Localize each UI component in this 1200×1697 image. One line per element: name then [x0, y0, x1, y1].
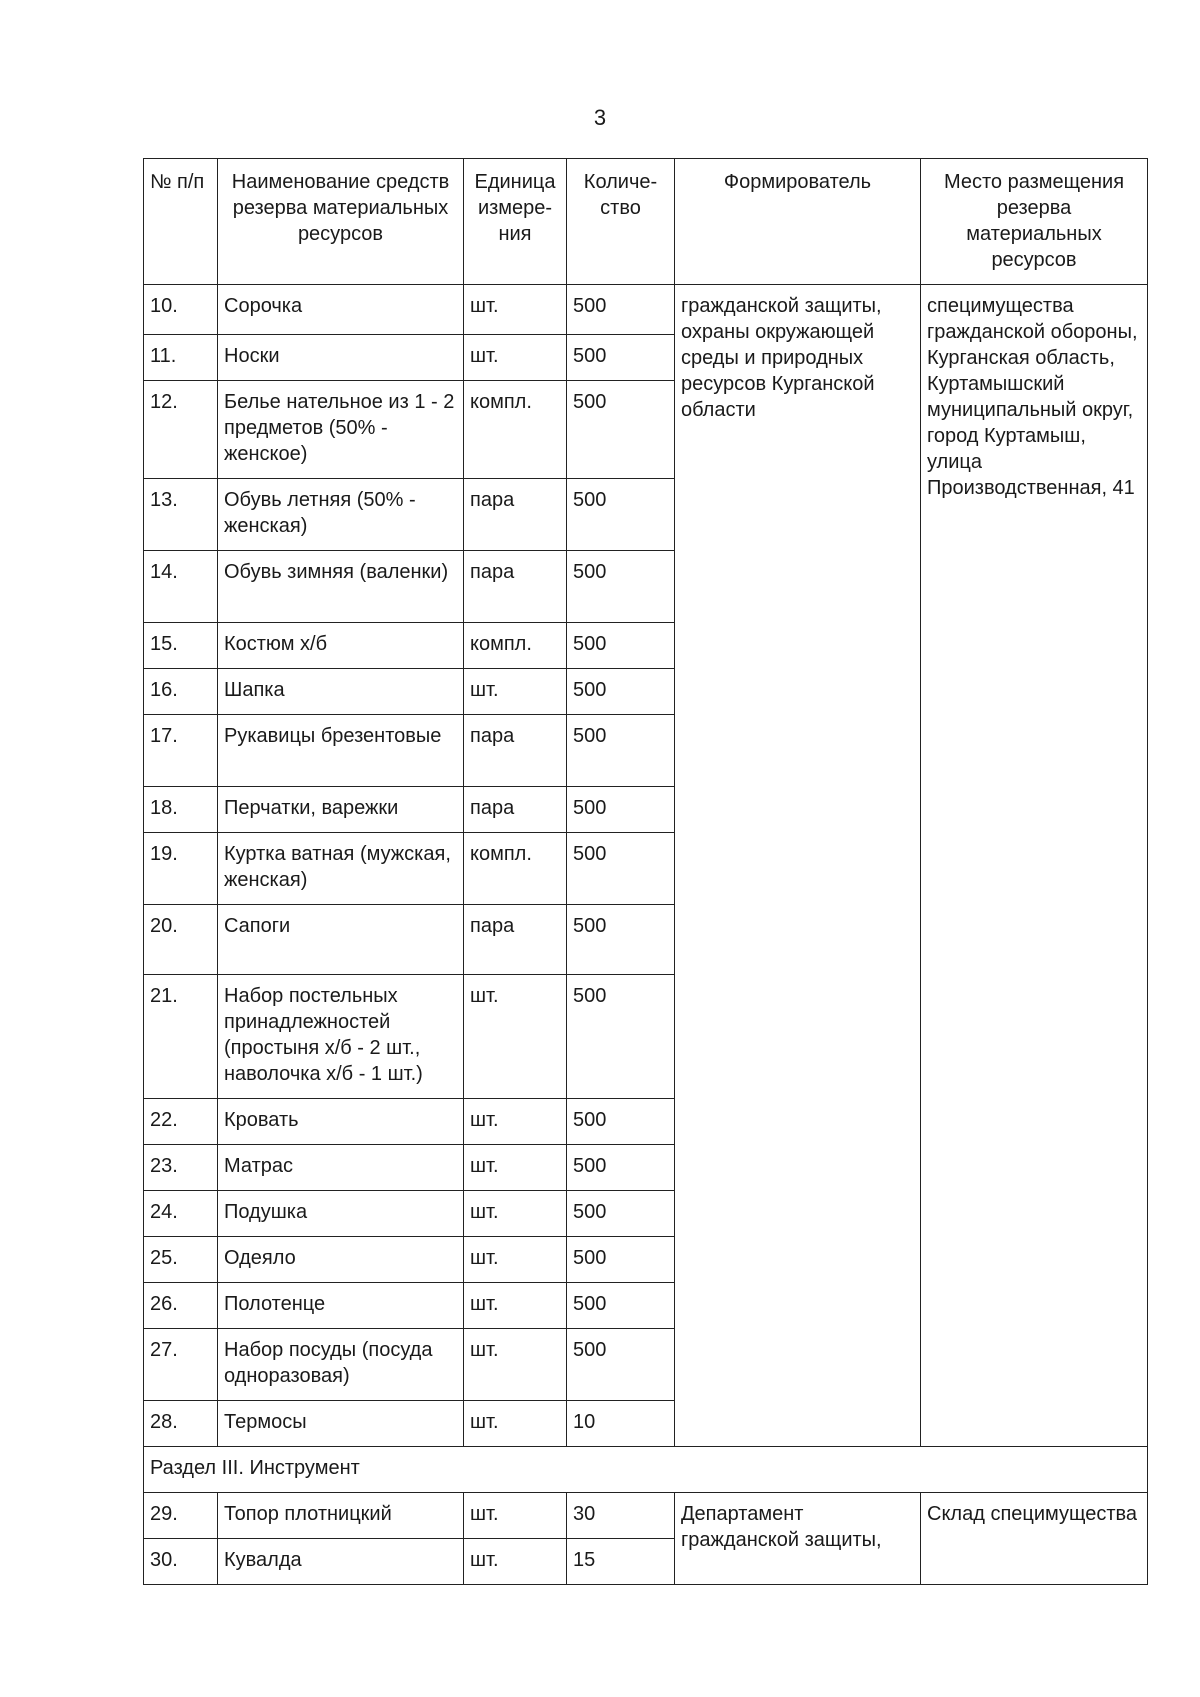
row-num: 26. — [144, 1283, 218, 1329]
section-row — [144, 1447, 1148, 1493]
section-title: Раздел III. Инструмент — [144, 1447, 1148, 1493]
row-qty: 500 — [567, 1191, 675, 1237]
row-name: Сапоги — [218, 905, 464, 975]
row-name: Куртка ватная (мужская, женская) — [218, 833, 464, 905]
row-num: 24. — [144, 1191, 218, 1237]
row-num: 28. — [144, 1401, 218, 1447]
row-num: 19. — [144, 833, 218, 905]
row-qty: 500 — [567, 1099, 675, 1145]
header-num: № п/п — [144, 159, 218, 285]
row-unit: шт. — [464, 975, 567, 1099]
row-qty: 30 — [567, 1493, 675, 1539]
row-num: 14. — [144, 551, 218, 623]
row-name: Матрас — [218, 1145, 464, 1191]
row-name: Шапка — [218, 669, 464, 715]
row-unit: компл. — [464, 623, 567, 669]
row-qty: 500 — [567, 1237, 675, 1283]
row-qty: 500 — [567, 715, 675, 787]
row-num: 13. — [144, 479, 218, 551]
row-name: Белье нательное из 1 - 2 предметов (50% - женское) — [218, 381, 464, 479]
reserve-table — [143, 158, 1148, 1585]
row-name: Костюм х/б — [218, 623, 464, 669]
row-num: 12. — [144, 381, 218, 479]
row-qty: 500 — [567, 285, 675, 335]
row-name: Набор постельных принадлежностей (простыня х/б - 2 шт., наволочка х/б - 1 шт.) — [218, 975, 464, 1099]
row-qty: 500 — [567, 1145, 675, 1191]
row-qty: 500 — [567, 479, 675, 551]
row-name: Кувалда — [218, 1539, 464, 1585]
row-qty: 500 — [567, 1283, 675, 1329]
row-unit: компл. — [464, 833, 567, 905]
row-unit: шт. — [464, 335, 567, 381]
row-num: 22. — [144, 1099, 218, 1145]
row-num: 10. — [144, 285, 218, 335]
row-num: 11. — [144, 335, 218, 381]
row-qty: 500 — [567, 381, 675, 479]
row-qty: 10 — [567, 1401, 675, 1447]
header-name: Наименование средств резерва материальных ресурсов — [218, 159, 464, 285]
row-name: Термосы — [218, 1401, 464, 1447]
row-name: Обувь летняя (50% - женская) — [218, 479, 464, 551]
row-num: 23. — [144, 1145, 218, 1191]
row-qty: 500 — [567, 335, 675, 381]
former-cell: Департамент гражданской защиты, — [675, 1493, 921, 1585]
row-unit: пара — [464, 479, 567, 551]
row-unit: шт. — [464, 1145, 567, 1191]
place-cell: Склад специмущества — [921, 1493, 1148, 1585]
row-qty: 500 — [567, 551, 675, 623]
row-num: 30. — [144, 1539, 218, 1585]
row-num: 25. — [144, 1237, 218, 1283]
row-name: Кровать — [218, 1099, 464, 1145]
row-num: 17. — [144, 715, 218, 787]
row-unit: компл. — [464, 381, 567, 479]
header-qty: Количе-ство — [567, 159, 675, 285]
row-num: 27. — [144, 1329, 218, 1401]
place-cell: специмущества гражданской обороны, Курганская область, Куртамышский муниципальный округ, город Куртамыш, улица Производственная, 41 — [921, 285, 1148, 1447]
row-unit: шт. — [464, 1283, 567, 1329]
row-unit: шт. — [464, 1099, 567, 1145]
row-qty: 500 — [567, 975, 675, 1099]
row-unit: пара — [464, 905, 567, 975]
row-qty: 500 — [567, 905, 675, 975]
row-name: Набор посуды (посуда одноразовая) — [218, 1329, 464, 1401]
row-unit: шт. — [464, 285, 567, 335]
row-qty: 500 — [567, 669, 675, 715]
row-unit: пара — [464, 787, 567, 833]
row-num: 16. — [144, 669, 218, 715]
row-qty: 500 — [567, 833, 675, 905]
row-qty: 500 — [567, 623, 675, 669]
row-num: 15. — [144, 623, 218, 669]
header-former: Формирователь — [675, 159, 921, 285]
header-unit: Единица измере-ния — [464, 159, 567, 285]
row-qty: 500 — [567, 1329, 675, 1401]
row-name: Обувь зимняя (валенки) — [218, 551, 464, 623]
row-qty: 15 — [567, 1539, 675, 1585]
row-num: 21. — [144, 975, 218, 1099]
row-name: Сорочка — [218, 285, 464, 335]
row-unit: шт. — [464, 1539, 567, 1585]
row-unit: шт. — [464, 1329, 567, 1401]
row-qty: 500 — [567, 787, 675, 833]
row-num: 20. — [144, 905, 218, 975]
row-name: Рукавицы брезентовые — [218, 715, 464, 787]
table-header-row — [144, 159, 1148, 285]
row-unit: пара — [464, 551, 567, 623]
row-name: Топор плотницкий — [218, 1493, 464, 1539]
row-unit: шт. — [464, 1401, 567, 1447]
row-unit: шт. — [464, 1191, 567, 1237]
page-number: 3 — [593, 105, 607, 130]
table-row — [144, 1493, 1148, 1539]
row-num: 18. — [144, 787, 218, 833]
row-name: Полотенце — [218, 1283, 464, 1329]
row-name: Одеяло — [218, 1237, 464, 1283]
header-place: Место размещения резерва материальных ресурсов — [921, 159, 1148, 285]
row-unit: шт. — [464, 669, 567, 715]
row-num: 29. — [144, 1493, 218, 1539]
row-unit: пара — [464, 715, 567, 787]
row-name: Подушка — [218, 1191, 464, 1237]
row-name: Перчатки, варежки — [218, 787, 464, 833]
former-cell: гражданской защиты, охраны окружающей среды и природных ресурсов Курганской области — [675, 285, 921, 1447]
row-name: Носки — [218, 335, 464, 381]
row-unit: шт. — [464, 1237, 567, 1283]
table-row — [144, 285, 1148, 335]
row-unit: шт. — [464, 1493, 567, 1539]
